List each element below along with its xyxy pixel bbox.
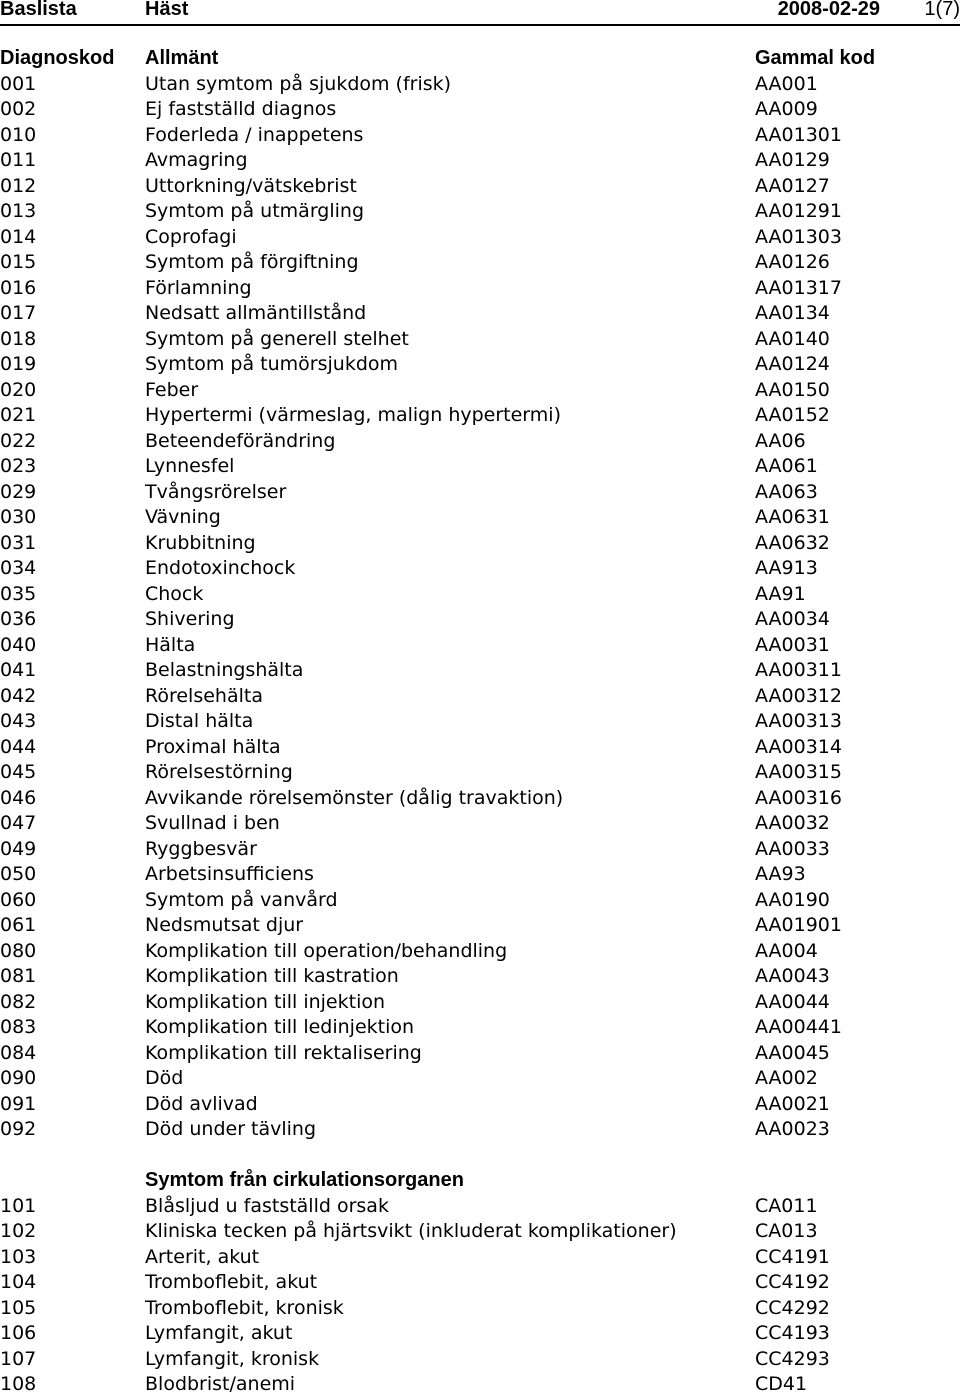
diagnosis-description: Svullnad i ben xyxy=(145,812,280,834)
old-code: AA0140 xyxy=(755,327,830,350)
diagnosis-description: Ej fastställd diagnos xyxy=(145,98,337,120)
old-code: AA01317 xyxy=(755,276,842,299)
table-row xyxy=(0,582,960,608)
old-code: AA0134 xyxy=(755,302,830,324)
diagnosis-description: Lymfangit, akut xyxy=(145,1322,293,1344)
old-code: AA01291 xyxy=(755,200,842,222)
list-name: Baslista xyxy=(0,0,77,20)
old-code: AA0150 xyxy=(755,378,830,401)
diagnosis-code: 108 xyxy=(0,1373,37,1395)
table-row xyxy=(0,658,960,684)
table-row xyxy=(0,148,960,174)
table-row xyxy=(0,837,960,863)
diagnosis-description: Symtom på förgiftning xyxy=(145,251,359,273)
table-row xyxy=(0,403,960,429)
table-row xyxy=(0,1066,960,1092)
diagnosis-code: 001 xyxy=(0,72,37,95)
table-row xyxy=(0,633,960,659)
diagnosis-code: 082 xyxy=(0,990,37,1013)
old-code: AA0127 xyxy=(755,174,830,197)
diagnosis-description: Foderleda / inappetens xyxy=(145,123,364,146)
diagnosis-description: Utan symtom på sjukdom (frisk) xyxy=(145,72,452,95)
table-row xyxy=(0,276,960,302)
old-code: AA001 xyxy=(755,72,818,95)
diagnosis-code: 010 xyxy=(0,123,37,146)
table-row xyxy=(0,454,960,480)
old-code: AA0023 xyxy=(755,1118,830,1140)
diagnosis-code: 017 xyxy=(0,302,37,324)
diagnosis-description: Endotoxinchock xyxy=(145,557,296,579)
old-code: CC4192 xyxy=(755,1271,830,1293)
old-code: AA0632 xyxy=(755,531,830,554)
diagnosis-code: 002 xyxy=(0,98,37,120)
table-row xyxy=(0,123,960,149)
diagnosis-description: Symtom på tumörsjukdom xyxy=(145,353,399,375)
table-row xyxy=(0,1015,960,1041)
diagnosis-description: Rörelsehälta xyxy=(145,684,263,707)
diagnosis-code: 042 xyxy=(0,684,37,707)
table-row xyxy=(0,811,960,837)
diagnosis-description: Död xyxy=(145,1067,184,1089)
diagnosis-code: 092 xyxy=(0,1118,37,1140)
diagnosis-code: 014 xyxy=(0,225,37,248)
diagnosis-code: 047 xyxy=(0,812,37,834)
diagnosis-code: 011 xyxy=(0,149,37,171)
old-code: AA0045 xyxy=(755,1041,830,1064)
diagnosis-description: Komplikation till operation/behandling xyxy=(145,939,508,962)
column-header-code: Diagnoskod xyxy=(0,47,115,69)
diagnosis-description: Död under tävling xyxy=(145,1118,317,1140)
table-row xyxy=(0,352,960,378)
old-code: AA002 xyxy=(755,1067,818,1089)
circulation-section-rows xyxy=(0,1194,960,1398)
diagnosis-description: Rörelsestörning xyxy=(145,761,293,783)
old-code: AA00312 xyxy=(755,684,842,707)
table-row xyxy=(0,1372,960,1398)
diagnosis-description: Beteendeförändring xyxy=(145,429,336,452)
diagnosis-description: Arterit, akut xyxy=(145,1245,260,1268)
old-code: AA00316 xyxy=(755,786,842,809)
diagnosis-code: 023 xyxy=(0,455,37,477)
diagnosis-description: Lymfangit, kronisk xyxy=(145,1347,320,1370)
old-code: AA06 xyxy=(755,429,806,452)
table-row xyxy=(0,250,960,276)
old-code: AA0190 xyxy=(755,888,830,911)
old-code: CD41 xyxy=(755,1373,808,1395)
table-row xyxy=(0,174,960,200)
table-row xyxy=(0,378,960,404)
diagnosis-code: 013 xyxy=(0,200,37,222)
old-code: AA063 xyxy=(755,480,818,503)
diagnosis-code: 104 xyxy=(0,1271,37,1293)
diagnosis-code: 035 xyxy=(0,582,37,605)
diagnosis-description: Hypertermi (värmeslag, malign hypertermi) xyxy=(145,404,561,426)
old-code: AA0124 xyxy=(755,353,830,375)
table-row xyxy=(0,1194,960,1220)
old-code: CC4293 xyxy=(755,1347,830,1370)
table-row xyxy=(0,1117,960,1143)
document-date: 2008-02-29 xyxy=(777,0,880,20)
old-code: AA00313 xyxy=(755,710,842,732)
diagnosis-code: 043 xyxy=(0,710,37,732)
diagnosis-description: Förlamning xyxy=(145,276,252,299)
general-section-rows xyxy=(0,72,960,1143)
diagnosis-description: Shivering xyxy=(145,608,235,630)
diagnosis-code: 101 xyxy=(0,1194,37,1217)
diagnosis-description: Krubbitning xyxy=(145,531,256,554)
old-code: AA0043 xyxy=(755,965,830,987)
old-code: AA0129 xyxy=(755,149,830,171)
old-code: AA93 xyxy=(755,863,806,885)
old-code: AA0034 xyxy=(755,608,830,630)
diagnosis-code: 031 xyxy=(0,531,37,554)
diagnosis-description: Tromboflebit, kronisk xyxy=(145,1296,344,1319)
diagnosis-description: Symtom på utmärgling xyxy=(145,200,365,222)
diagnosis-table xyxy=(0,46,960,1398)
table-row xyxy=(0,225,960,251)
column-header-old-code: Gammal kod xyxy=(755,47,876,69)
diagnosis-description: Komplikation till kastration xyxy=(145,965,399,987)
diagnosis-code: 050 xyxy=(0,863,37,885)
diagnosis-description: Proximal hälta xyxy=(145,735,281,758)
table-row xyxy=(0,913,960,939)
diagnosis-description: Blåsljud u fastställd orsak xyxy=(145,1194,389,1217)
old-code: AA0152 xyxy=(755,404,830,426)
old-code: CC4191 xyxy=(755,1245,830,1268)
table-row xyxy=(0,1219,960,1245)
table-row xyxy=(0,480,960,506)
page-header xyxy=(0,0,960,22)
old-code: AA01901 xyxy=(755,914,842,936)
diagnosis-code: 015 xyxy=(0,251,37,273)
diagnosis-description: Nedsmutsat djur xyxy=(145,914,304,936)
old-code: CA013 xyxy=(755,1220,818,1242)
table-row xyxy=(0,1041,960,1067)
old-code: CC4292 xyxy=(755,1296,830,1319)
table-row xyxy=(0,556,960,582)
diagnosis-description: Symtom på vanvård xyxy=(145,888,338,911)
table-row xyxy=(0,888,960,914)
diagnosis-description: Avvikande rörelsemönster (dålig travaktion) xyxy=(145,786,564,809)
old-code: AA0631 xyxy=(755,506,830,528)
diagnosis-code: 021 xyxy=(0,404,37,426)
old-code: AA00311 xyxy=(755,659,842,681)
old-code: AA0032 xyxy=(755,812,830,834)
diagnosis-code: 080 xyxy=(0,939,37,962)
diagnosis-description: Död avlivad xyxy=(145,1092,258,1115)
table-row xyxy=(0,72,960,98)
table-row xyxy=(0,735,960,761)
table-row xyxy=(0,429,960,455)
table-row xyxy=(0,1321,960,1347)
diagnosis-code: 045 xyxy=(0,761,37,783)
section-header-circulation xyxy=(0,1168,960,1194)
diagnosis-code: 040 xyxy=(0,633,37,656)
table-row xyxy=(0,709,960,735)
diagnosis-code: 046 xyxy=(0,786,37,809)
diagnosis-description: Komplikation till injektion xyxy=(145,990,386,1013)
old-code: AA0031 xyxy=(755,633,830,656)
diagnosis-description: Ryggbesvär xyxy=(145,837,257,860)
table-row xyxy=(0,786,960,812)
old-code: AA009 xyxy=(755,98,818,120)
header-divider xyxy=(0,24,960,26)
old-code: AA01303 xyxy=(755,225,842,248)
old-code: AA00441 xyxy=(755,1016,842,1038)
table-row xyxy=(0,862,960,888)
old-code: AA91 xyxy=(755,582,806,605)
table-row xyxy=(0,607,960,633)
old-code: AA00315 xyxy=(755,761,842,783)
diagnosis-code: 019 xyxy=(0,353,37,375)
diagnosis-description: Coprofagi xyxy=(145,225,237,248)
diagnosis-code: 018 xyxy=(0,327,37,350)
diagnosis-code: 102 xyxy=(0,1220,37,1242)
table-row xyxy=(0,199,960,225)
diagnosis-code: 106 xyxy=(0,1322,37,1344)
table-row xyxy=(0,97,960,123)
table-row xyxy=(0,684,960,710)
diagnosis-code: 044 xyxy=(0,735,37,758)
diagnosis-code: 105 xyxy=(0,1296,37,1319)
diagnosis-description: Distal hälta xyxy=(145,710,254,732)
table-row xyxy=(0,1347,960,1373)
table-row xyxy=(0,964,960,990)
table-row xyxy=(0,1092,960,1118)
diagnosis-description: Komplikation till ledinjektion xyxy=(145,1016,415,1038)
diagnosis-code: 020 xyxy=(0,378,37,401)
diagnosis-code: 060 xyxy=(0,888,37,911)
section-title-circulation: Symtom från cirkulationsorganen xyxy=(145,1169,464,1191)
diagnosis-code: 083 xyxy=(0,1016,37,1038)
old-code: AA061 xyxy=(755,455,818,477)
old-code: AA0033 xyxy=(755,837,830,860)
old-code: AA0044 xyxy=(755,990,830,1013)
diagnosis-description: Chock xyxy=(145,582,204,605)
old-code: CA011 xyxy=(755,1194,818,1217)
diagnosis-code: 107 xyxy=(0,1347,37,1370)
diagnosis-code: 030 xyxy=(0,506,37,528)
table-row xyxy=(0,327,960,353)
old-code: AA00314 xyxy=(755,735,842,758)
diagnosis-description: Komplikation till rektalisering xyxy=(145,1041,422,1064)
old-code: AA004 xyxy=(755,939,818,962)
diagnosis-code: 022 xyxy=(0,429,37,452)
diagnosis-description: Belastningshälta xyxy=(145,659,304,681)
table-row xyxy=(0,760,960,786)
old-code: CC4193 xyxy=(755,1322,830,1344)
column-headers xyxy=(0,46,960,72)
diagnosis-description: Hälta xyxy=(145,633,196,656)
diagnosis-description: Lynnesfel xyxy=(145,455,235,477)
old-code: AA0021 xyxy=(755,1092,830,1115)
diagnosis-code: 090 xyxy=(0,1067,37,1089)
diagnosis-description: Tvångsrörelser xyxy=(145,480,287,503)
table-row xyxy=(0,1296,960,1322)
diagnosis-description: Feber xyxy=(145,378,199,401)
diagnosis-description: Vävning xyxy=(145,506,221,528)
diagnosis-description: Nedsatt allmäntillstånd xyxy=(145,302,367,324)
diagnosis-description: Kliniska tecken på hjärtsvikt (inkluderat komplikationer) xyxy=(145,1220,677,1242)
diagnosis-code: 029 xyxy=(0,480,37,503)
diagnosis-code: 041 xyxy=(0,659,37,681)
species-name: Häst xyxy=(145,0,189,20)
diagnosis-code: 012 xyxy=(0,174,37,197)
diagnosis-description: Blodbrist/anemi xyxy=(145,1373,296,1395)
diagnosis-description: Uttorkning/vätskebrist xyxy=(145,174,357,197)
diagnosis-code: 034 xyxy=(0,557,37,579)
page-number: 1(7) xyxy=(924,0,960,20)
table-row xyxy=(0,939,960,965)
table-row xyxy=(0,301,960,327)
diagnosis-code: 084 xyxy=(0,1041,37,1064)
diagnosis-description: Avmagring xyxy=(145,149,248,171)
diagnosis-description: Symtom på generell stelhet xyxy=(145,327,409,350)
old-code: AA01301 xyxy=(755,123,842,146)
table-row xyxy=(0,1245,960,1271)
diagnosis-code: 081 xyxy=(0,965,37,987)
diagnosis-code: 091 xyxy=(0,1092,37,1115)
table-row xyxy=(0,990,960,1016)
diagnosis-code: 061 xyxy=(0,914,37,936)
diagnosis-description: Arbetsinsufficiens xyxy=(145,863,314,885)
old-code: AA913 xyxy=(755,557,818,579)
diagnosis-code: 103 xyxy=(0,1245,37,1268)
table-row xyxy=(0,531,960,557)
diagnosis-description: Tromboflebit, akut xyxy=(145,1271,318,1293)
old-code: AA0126 xyxy=(755,251,830,273)
diagnosis-code: 049 xyxy=(0,837,37,860)
table-row xyxy=(0,1270,960,1296)
diagnosis-code: 036 xyxy=(0,608,37,630)
diagnosis-code: 016 xyxy=(0,276,37,299)
section-title-general: Allmänt xyxy=(145,47,219,69)
table-row xyxy=(0,505,960,531)
